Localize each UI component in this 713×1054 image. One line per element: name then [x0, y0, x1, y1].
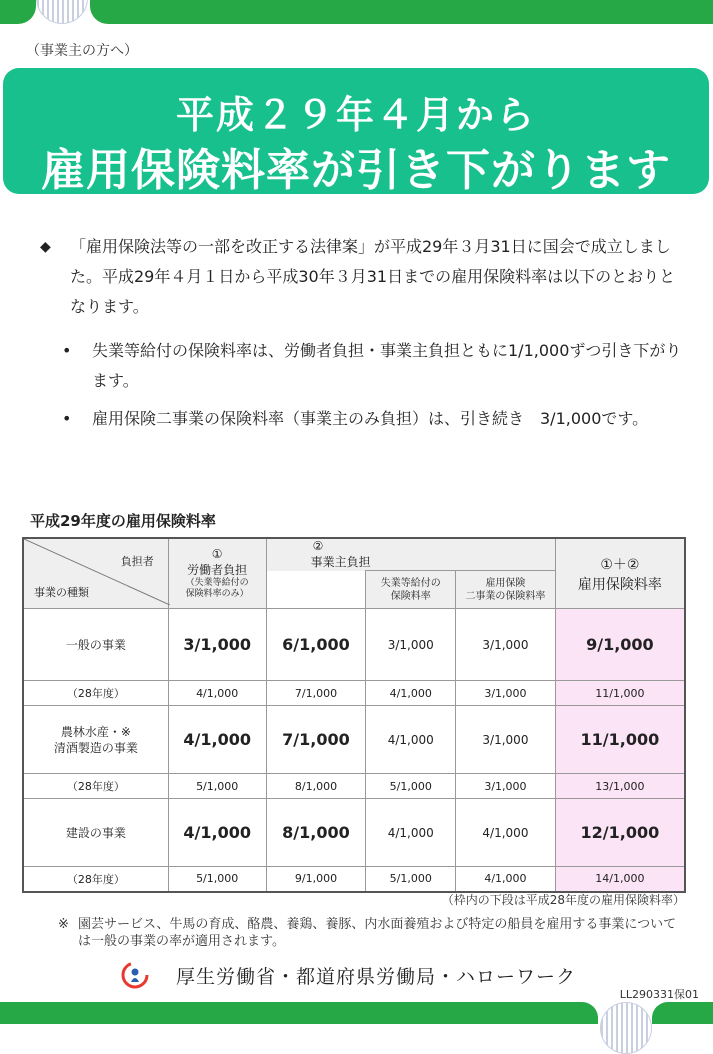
prev-unemployment: 4/1,000: [366, 681, 456, 706]
intro-paragraph: [40, 232, 680, 322]
prev-worker: 5/1,000: [168, 867, 266, 892]
bottom-green-bar-left: [0, 1002, 598, 1024]
cell-worker: 3/1,000: [168, 609, 266, 681]
bottom-decoration-bar: [0, 1002, 713, 1024]
prev-label: （28年度）: [23, 681, 168, 706]
header-worker-label: 労働者負担: [187, 563, 248, 577]
prev-unemployment: 5/1,000: [366, 774, 456, 799]
cell-total: 11/1,000: [555, 706, 685, 774]
header-payer: 負担者: [120, 555, 154, 568]
bottom-striped-circle: [600, 1002, 652, 1054]
table-title: 平成29年度の雇用保険料率: [30, 512, 216, 530]
insurance-rate-table: [22, 537, 686, 893]
top-green-bar-left: [0, 0, 36, 24]
header-worker-num: ①: [211, 547, 223, 561]
prev-unemployment: 5/1,000: [366, 867, 456, 892]
point-item: [62, 404, 682, 434]
table-row: [23, 799, 685, 867]
diamond-bullet-icon: ◆: [40, 239, 51, 255]
bottom-green-bar-right: [652, 1002, 713, 1024]
row-name-line1: 建設の事業: [65, 826, 126, 840]
header-diagonal-cell: [23, 538, 168, 609]
prev-total: 11/1,000: [555, 681, 685, 706]
table-row-prev: [23, 774, 685, 799]
cell-worker: 4/1,000: [168, 706, 266, 774]
cell-employer: 6/1,000: [266, 609, 366, 681]
cell-total: 12/1,000: [555, 799, 685, 867]
cell-unemployment: 4/1,000: [366, 706, 456, 774]
cell-worker: 4/1,000: [168, 799, 266, 867]
header-total-label: 雇用保険料率: [577, 576, 662, 593]
headline-line1: 平成２９年４月から: [175, 93, 536, 137]
table-row: [23, 609, 685, 681]
prev-employer: 7/1,000: [266, 681, 366, 706]
header-total-num: ①＋②: [600, 556, 640, 573]
header-two-projects-l2: 二事業の保険料率: [465, 590, 546, 602]
footnote: [58, 916, 678, 950]
prev-worker: 5/1,000: [168, 774, 266, 799]
top-decoration-bar: [0, 0, 713, 24]
bullet-dot-icon: •: [62, 341, 72, 360]
prev-employer: 9/1,000: [266, 867, 366, 892]
header-employer-spacer: [266, 571, 366, 609]
prev-worker: 4/1,000: [168, 681, 266, 706]
row-name-line1: 一般の事業: [65, 638, 126, 652]
prev-total: 13/1,000: [555, 774, 685, 799]
cell-two-projects: 3/1,000: [456, 609, 556, 681]
bullet-dot-icon: •: [62, 409, 72, 428]
cell-two-projects: 3/1,000: [456, 706, 556, 774]
footnote-text: 園芸サービス、牛馬の育成、酪農、養鶏、養豚、内水面養殖および特定の船員を雇用する事業については一般の事業の率が適用されます。: [78, 917, 677, 949]
row-name: [23, 609, 168, 681]
header-two-projects-l1: 雇用保険: [485, 577, 526, 589]
header-employer: [266, 538, 555, 571]
headline-line2: 雇用保険料率が引き下がります: [41, 145, 671, 196]
header-unemployment-l1: 失業等給付の: [380, 577, 441, 589]
top-green-bar-right: [90, 0, 713, 24]
table-note: （枠内の下段は平成28年度の雇用保険料率）: [441, 893, 685, 907]
row-name-line1: 農林水産・※: [60, 724, 131, 739]
table-row-prev: [23, 867, 685, 892]
document-code: LL290331保01: [619, 988, 699, 1001]
cell-two-projects: 4/1,000: [456, 799, 556, 867]
intro-text: 「雇用保険法等の一部を改正する法律案」が平成29年３月31日に国会で成立しました。平成29年４月１日から平成30年３月31日までの雇用保険料率は以下のとおりとなります。: [70, 237, 676, 316]
audience-label: （事業主の方へ）: [26, 43, 138, 59]
top-striped-circle: [36, 0, 88, 24]
header-worker-note2: 保険料率のみ）: [185, 589, 249, 599]
prev-two-projects: 3/1,000: [456, 681, 556, 706]
prev-label: （28年度）: [23, 774, 168, 799]
prev-two-projects: 4/1,000: [456, 867, 556, 892]
header-total: [555, 538, 685, 609]
row-name: [23, 799, 168, 867]
prev-label: （28年度）: [23, 867, 168, 892]
headline-banner: [3, 68, 709, 194]
header-employer-num: ②: [312, 539, 324, 553]
row-name-line2: 清酒製造の事業: [53, 740, 138, 755]
cell-total: 9/1,000: [555, 609, 685, 681]
row-name: [23, 706, 168, 774]
ministry-logo-icon: [120, 960, 150, 990]
header-unemployment: [366, 571, 456, 609]
cell-unemployment: 4/1,000: [366, 799, 456, 867]
header-unemployment-l2: 保険料率: [390, 590, 431, 602]
point-text: 失業等給付の保険料率は、労働者負担・事業主負担ともに1/1,000ずつ引き下がります。: [92, 341, 682, 390]
table-row-prev: [23, 681, 685, 706]
header-employer-label: 事業主負担: [310, 555, 371, 569]
header-worker: [168, 538, 266, 609]
header-business-type: 事業の種類: [34, 586, 89, 599]
point-item: [62, 336, 682, 396]
cell-unemployment: 3/1,000: [366, 609, 456, 681]
prev-total: 14/1,000: [555, 867, 685, 892]
header-two-projects: [456, 571, 556, 609]
prev-two-projects: 3/1,000: [456, 774, 556, 799]
footnote-mark: ※: [58, 917, 69, 932]
prev-employer: 8/1,000: [266, 774, 366, 799]
header-worker-note1: （失業等給付の: [185, 578, 249, 588]
footer-organization: 厚生労働省・都道府県労働局・ハローワーク: [176, 966, 577, 988]
cell-employer: 8/1,000: [266, 799, 366, 867]
table-row: [23, 706, 685, 774]
cell-employer: 7/1,000: [266, 706, 366, 774]
point-text: 雇用保険二事業の保険料率（事業主のみ負担）は、引き続き 3/1,000です。: [92, 409, 649, 428]
